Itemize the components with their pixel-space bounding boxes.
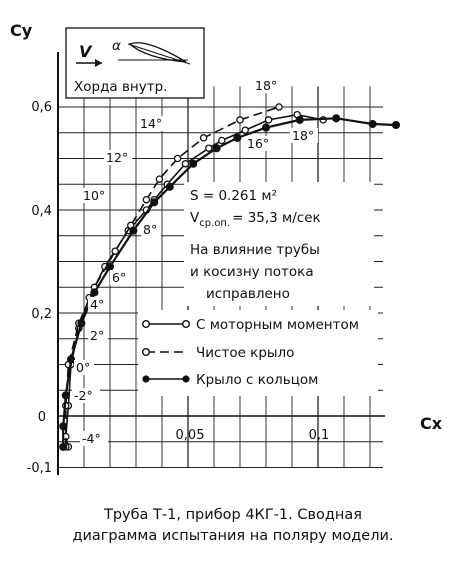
chord-label: Хорда внутр. — [74, 79, 168, 95]
legend-marker-open — [143, 349, 150, 356]
data-point — [91, 289, 98, 296]
data-point — [156, 176, 162, 182]
data-point — [369, 121, 376, 128]
area-note: S = 0.261 м² — [190, 188, 277, 204]
correction-note-line2: и косизну потока — [190, 264, 314, 280]
correction-note-line3: исправлено — [206, 286, 290, 302]
alpha-label: α — [112, 38, 121, 54]
data-point — [143, 197, 149, 203]
legend-marker-open — [143, 321, 150, 328]
data-point — [263, 124, 270, 131]
data-point — [151, 199, 158, 206]
data-point — [393, 122, 400, 129]
data-point — [201, 135, 207, 141]
data-point — [333, 115, 340, 122]
velocity-label: V — [79, 42, 92, 61]
velocity-note-value: = 35,3 м/сек — [232, 210, 321, 226]
angle-label: 6° — [112, 270, 127, 285]
x-axis-title: Cx — [420, 414, 443, 433]
velocity-note-prefix: V — [190, 210, 200, 226]
data-point — [182, 161, 188, 167]
data-point — [190, 160, 197, 167]
legend-marker-open — [183, 321, 190, 328]
data-point — [62, 392, 69, 399]
data-point — [206, 145, 212, 151]
angle-label: 4° — [90, 297, 105, 312]
data-point — [213, 145, 220, 152]
legend-marker-filled — [182, 375, 189, 382]
angle-label: 12° — [106, 150, 129, 165]
legend-label-motor: С моторным моментом — [196, 317, 359, 333]
data-point — [219, 137, 225, 143]
data-point — [60, 423, 67, 430]
y-tick-label: 0,2 — [31, 307, 52, 322]
y-axis-title: Cy — [10, 21, 33, 40]
legend-marker-filled — [142, 375, 149, 382]
y-tick-label: 0,4 — [31, 204, 52, 219]
x-tick-label: 0,05 — [175, 428, 205, 443]
y-tick-label: 0 — [37, 410, 46, 425]
y-tick-label: 0,6 — [31, 100, 52, 115]
angle-label: 0° — [76, 360, 91, 375]
data-point — [130, 227, 137, 234]
angle-label: 16° — [247, 136, 270, 151]
angle-label: 18° — [255, 78, 278, 93]
data-point — [78, 320, 85, 327]
angle-label: 10° — [83, 188, 106, 203]
figure-caption — [0, 505, 466, 547]
data-point — [276, 104, 282, 110]
angle-label: 2° — [90, 328, 105, 343]
angle-label: 8° — [143, 222, 158, 237]
data-point — [175, 155, 181, 161]
data-point — [296, 117, 303, 124]
data-point — [107, 263, 114, 270]
velocity-note-subscript: ср.оп. — [199, 218, 231, 229]
caption-line-1: Труба Т-1, прибор 4КГ-1. Сводная — [103, 507, 363, 523]
data-point — [68, 356, 75, 363]
data-point — [60, 444, 67, 451]
angle-label: 18° — [292, 128, 315, 143]
x-tick-label: 0,1 — [308, 428, 330, 443]
data-point — [237, 117, 243, 123]
legend-label-ring: Крыло с кольцом — [196, 372, 319, 388]
angle-label: -4° — [82, 431, 101, 446]
data-point — [266, 117, 272, 123]
angle-label: -2° — [74, 388, 93, 403]
data-point — [234, 135, 241, 142]
data-point — [166, 183, 173, 190]
caption-line-2: диаграмма испытания на поляру модели. — [72, 528, 394, 544]
data-point — [242, 127, 248, 133]
angle-label: 14° — [140, 116, 163, 131]
correction-note-line1: На влияние трубы — [190, 242, 320, 258]
legend-label-clean: Чистое крыло — [196, 345, 295, 361]
y-tick-label: -0,1 — [26, 461, 52, 476]
